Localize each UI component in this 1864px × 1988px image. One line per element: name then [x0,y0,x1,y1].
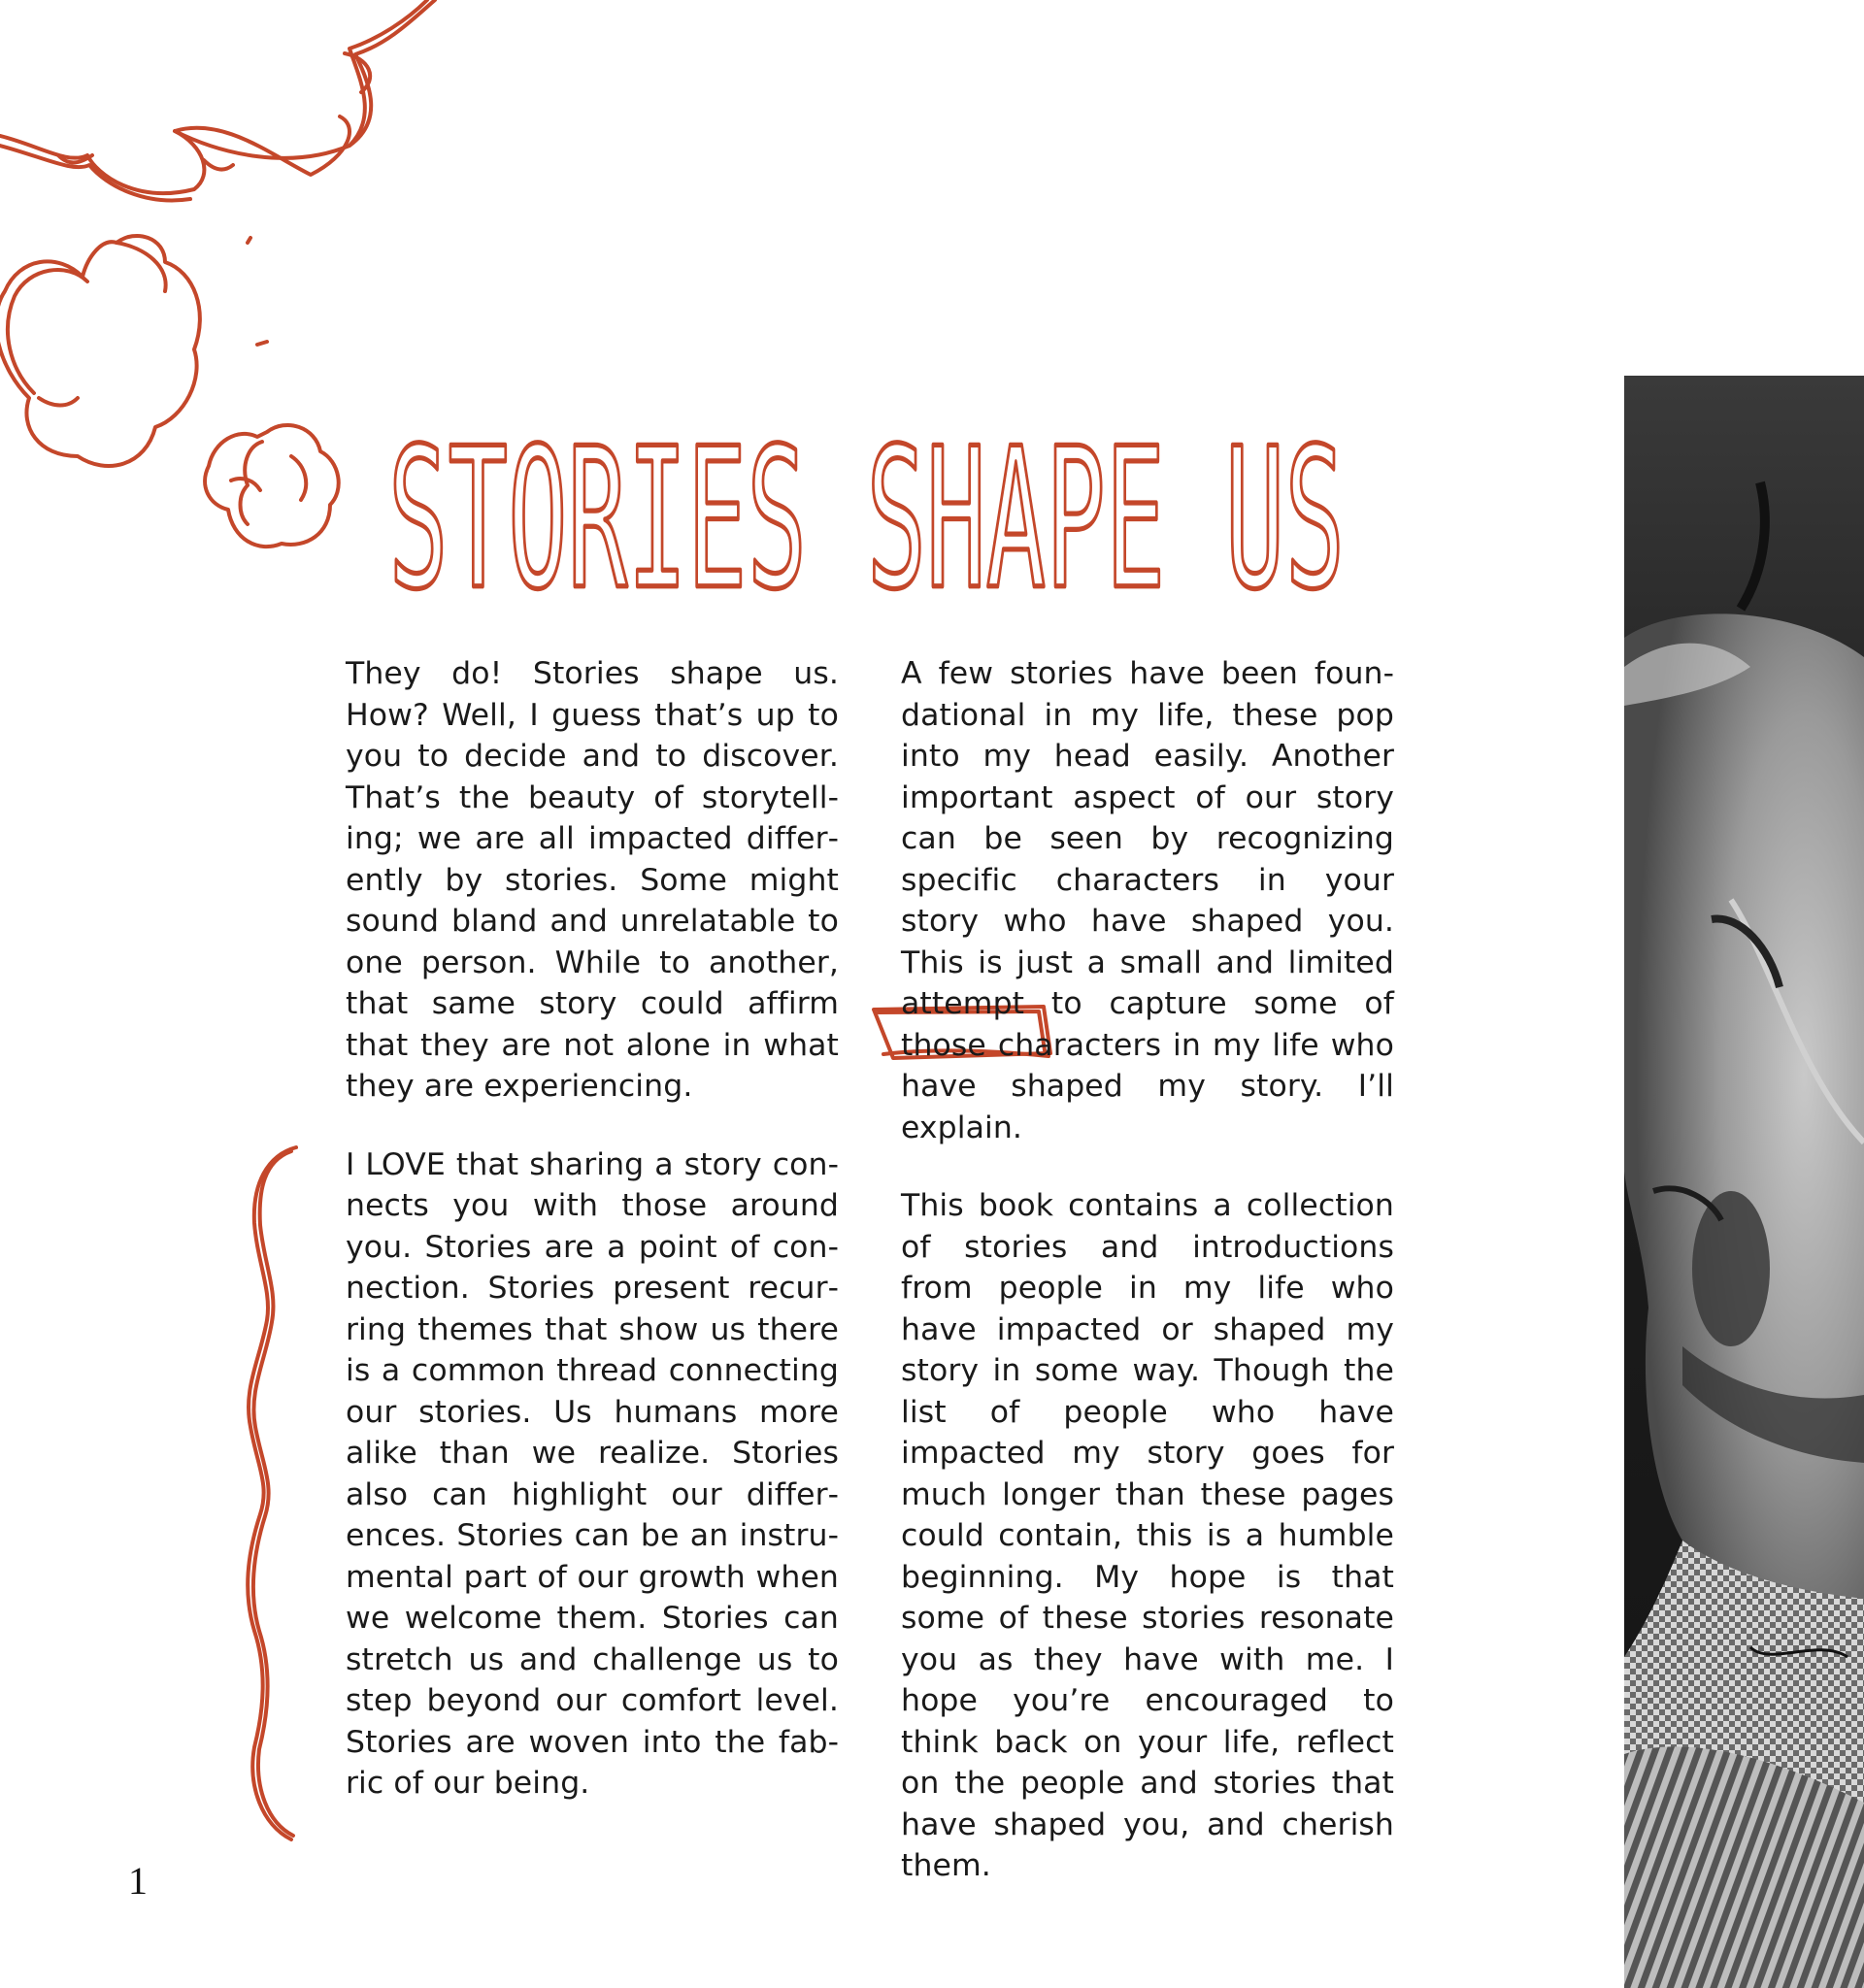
cloud-chain-icon [0,0,435,200]
bracket-doodle-icon [248,1147,296,1839]
portrait-photo [1624,376,1864,1988]
text-column-left [346,653,839,1841]
paragraph: A few stories have been foundational in my life, these pop into my head easily. Another important aspect of our story can be seen by recognizing specific characters in your story who have shaped you. This is just a small and limited attempt to capture some of those characters in my life who have shaped my story. I’ll explain. [901,656,1394,1145]
page-title [388,408,1359,612]
title-text: STORIES SHAPE US [388,408,1345,612]
text-column-right [901,653,1394,1924]
paragraph: I LOVE that sharing a story connects you with those around you. Stories are a point of connection. Stories present recurring themes that show us there is a common thread connecting our stories. Us humans more alike than we realize. Stories also can highlight our differences. Stories can be an instrumental part of our growth when we welcome them. Stories can stretch us and challenge us to step beyond our comfort level. Stories are woven into the fabric of our being. [346,1146,839,1801]
page-number: 1 [128,1859,148,1903]
paragraph: This book contains a collection of stories and introductions from people in my life who have impacted or shaped my story in some way. Though the list of people who have impacted my story goes for much longer than these pages could contain, this is a humble beginning. My hope is that some of these stories resonate you as they have with me. I hope you’re encouraged to think back on your life, reflect on the people and stories that have shaped you, and cherish them. [901,1188,1394,1883]
paragraph: They do! Stories shape us. How? Well, I guess that’s up to you to decide and to discover. That’s the beauty of storytelling; we are all impacted differently by stories. Some might sound bland and unrelatable to one person. While to another, that same story could affirm that they are not alone in what they are experiencing. [346,656,839,1104]
small-cloud-icon [205,425,339,547]
cloud-icon [0,236,267,466]
